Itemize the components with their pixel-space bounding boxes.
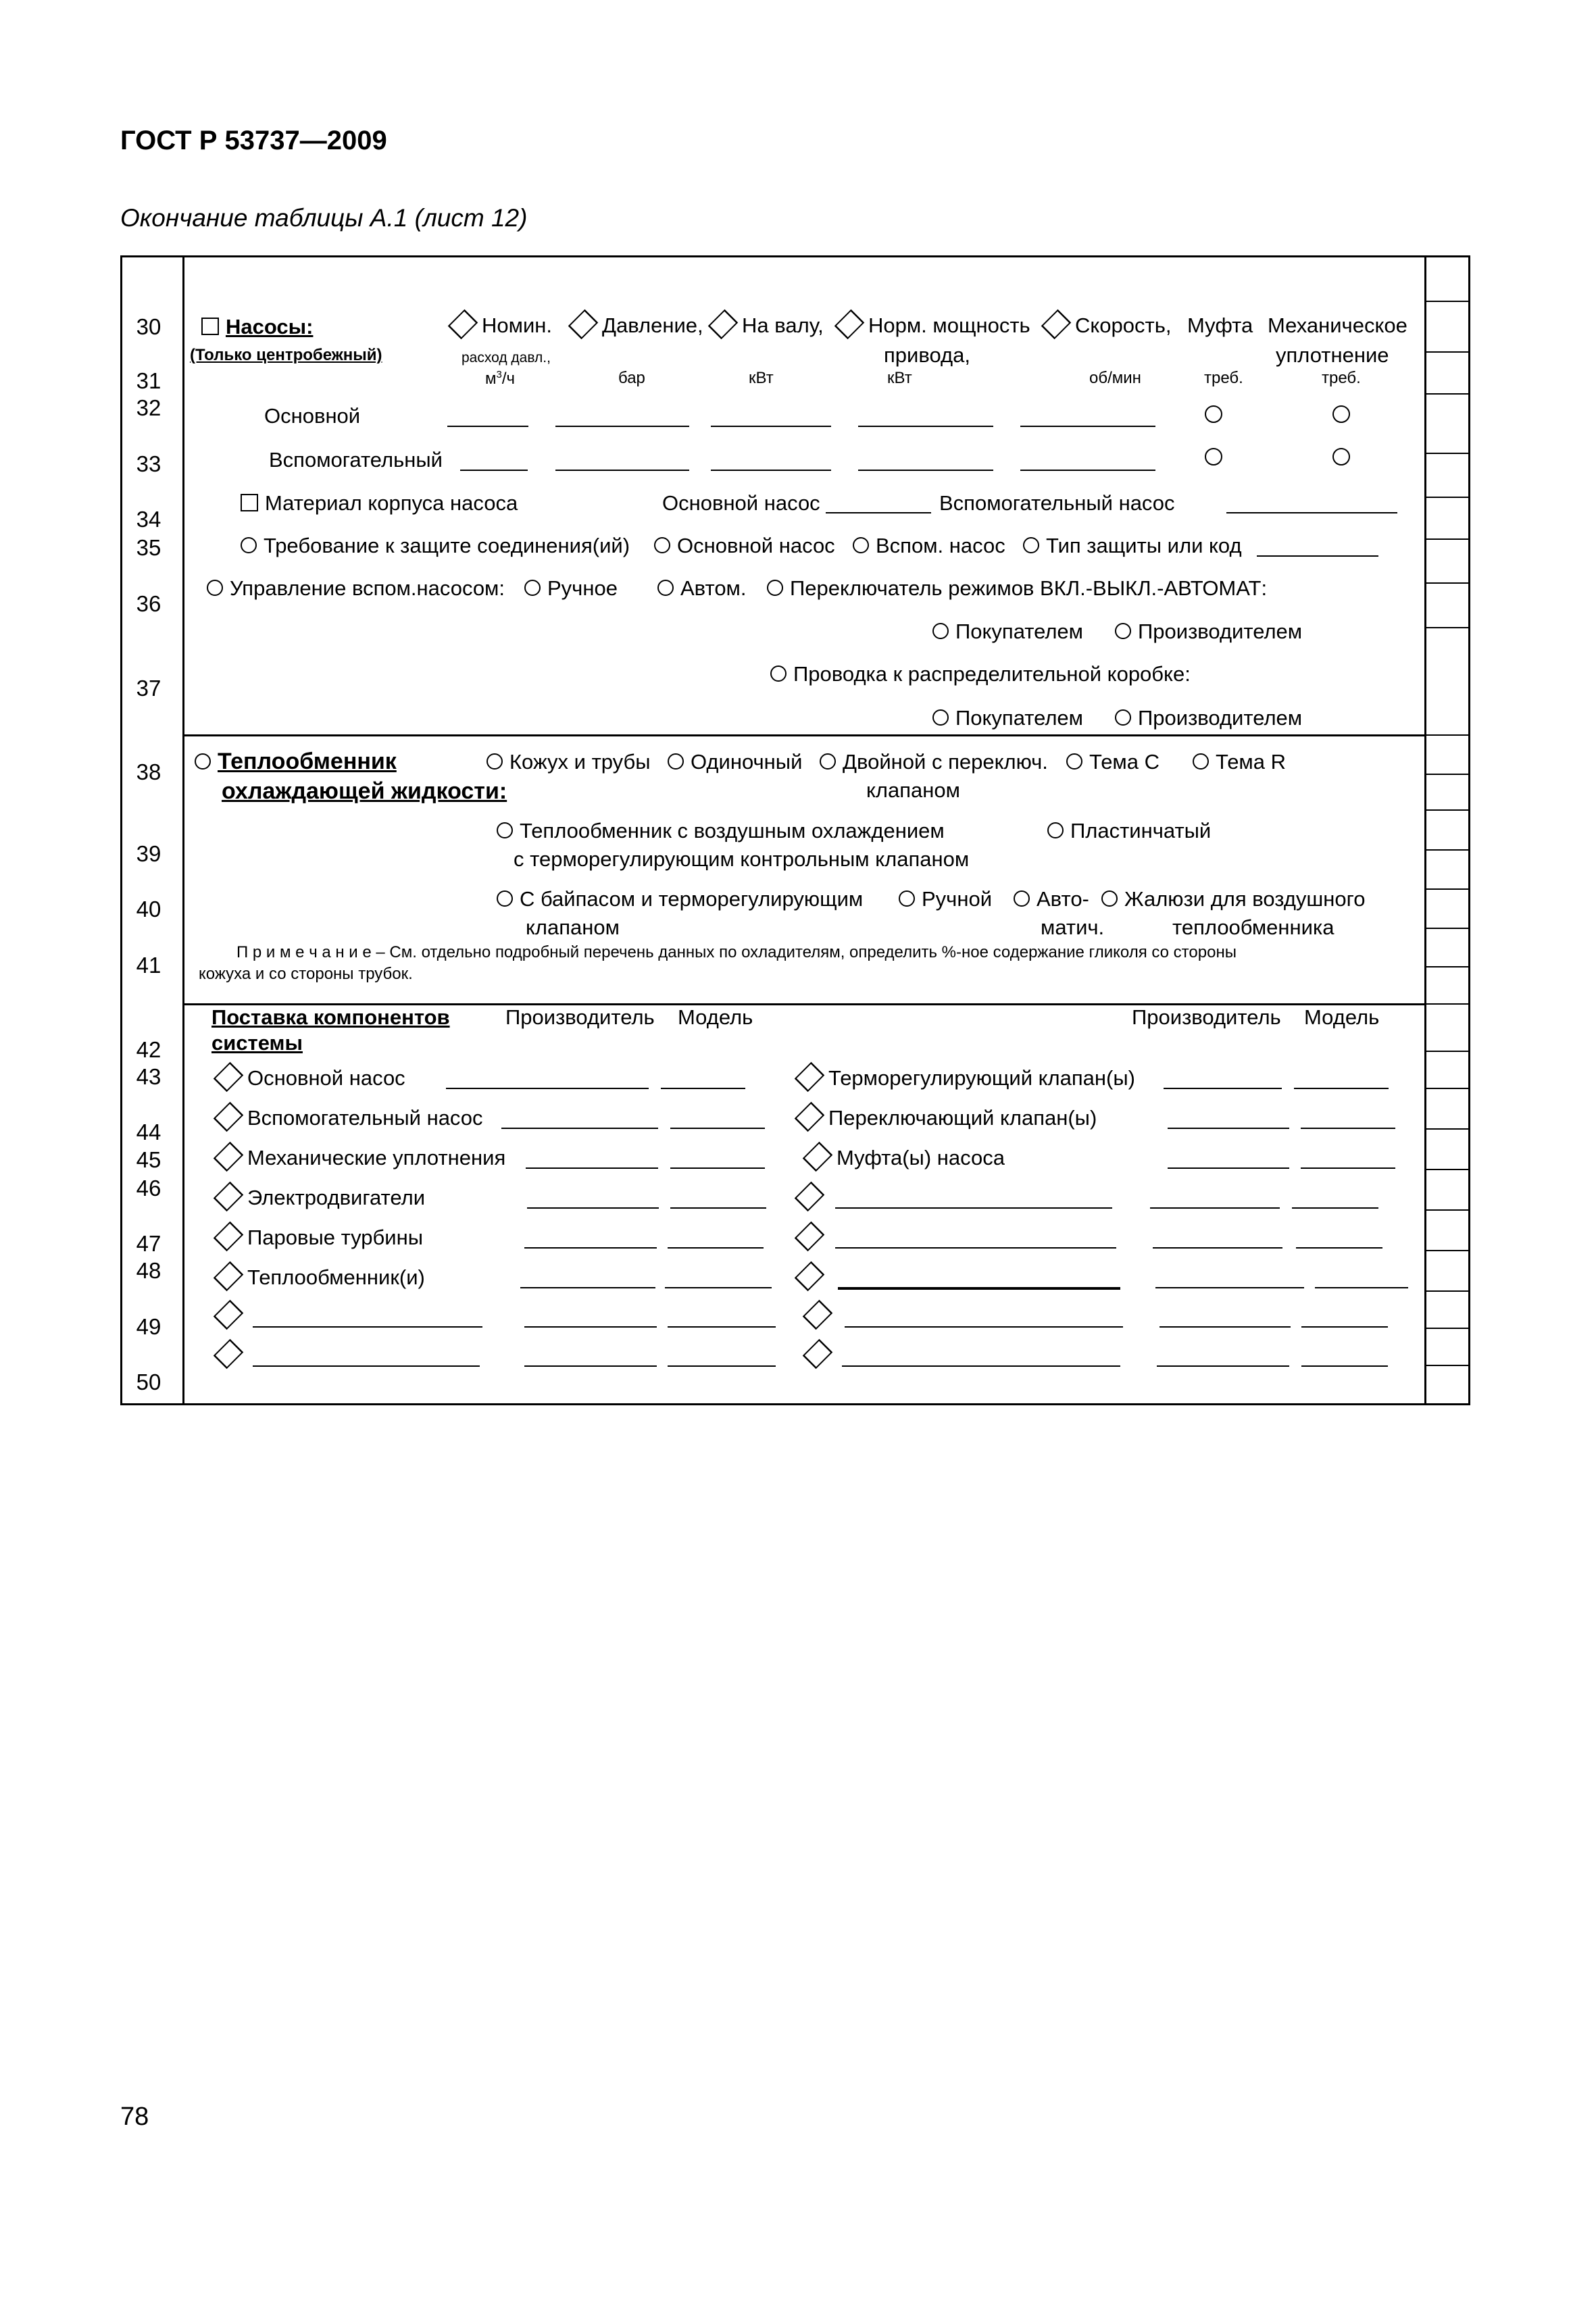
supply-item-exchangers: Теплообменник(и): [215, 1265, 425, 1290]
field-model[interactable]: [670, 1128, 765, 1129]
row-number: 32: [136, 395, 161, 420]
row-number: 42: [136, 1037, 161, 1062]
diamond-icon: [803, 1300, 833, 1330]
row-aux-pump: Вспомогательный: [269, 448, 443, 472]
row-number: 40: [136, 897, 161, 922]
supply-heading: Поставка компонентов: [211, 1005, 450, 1029]
supply-item-blank: [804, 1343, 837, 1367]
wiring-option[interactable]: Проводка к распределительной коробке:: [770, 662, 1191, 686]
field-protection-type[interactable]: [1257, 555, 1378, 557]
field-pressure-main[interactable]: [555, 426, 689, 427]
radio-icon[interactable]: [1066, 753, 1082, 770]
field-maker[interactable]: [1157, 1365, 1289, 1367]
field-model[interactable]: [1301, 1128, 1395, 1129]
row-number: 41: [136, 953, 161, 978]
field-maker[interactable]: [1168, 1167, 1289, 1169]
col-coupling: Муфта: [1187, 313, 1253, 337]
field-maker[interactable]: [501, 1128, 658, 1129]
diamond-icon: [448, 309, 478, 340]
he-shell-tube-option[interactable]: Кожух и трубы: [487, 750, 651, 774]
diamond-icon: [795, 1102, 825, 1132]
protection-type-option[interactable]: Тип защиты или код: [1023, 534, 1242, 558]
radio-icon[interactable]: [497, 890, 513, 907]
field-maker[interactable]: [526, 1167, 658, 1169]
radio-icon[interactable]: [1193, 753, 1209, 770]
diamond-icon: [803, 1142, 833, 1172]
row-number: 43: [136, 1064, 161, 1089]
material-aux-label: Вспомогательный насос: [939, 491, 1175, 515]
protection-option[interactable]: Требование к защите соединения(ий): [241, 534, 630, 558]
radio-icon[interactable]: [853, 537, 869, 553]
field-item-name[interactable]: [845, 1326, 1123, 1328]
field-maker[interactable]: [1168, 1128, 1289, 1129]
field-maker[interactable]: [1150, 1207, 1280, 1209]
field-model[interactable]: [668, 1365, 776, 1367]
radio-icon[interactable]: [770, 665, 787, 682]
radio-icon[interactable]: [932, 623, 949, 639]
diamond-icon: [795, 1261, 825, 1292]
protection-aux-option[interactable]: Вспом. насос: [853, 534, 1005, 558]
field-maker[interactable]: [524, 1247, 657, 1249]
supply-item-blank: [215, 1304, 247, 1328]
supply-col-model-left: Модель: [678, 1005, 753, 1029]
radio-icon[interactable]: [1115, 623, 1131, 639]
radio-seal-aux[interactable]: [1332, 448, 1350, 466]
he-auto-option[interactable]: Авто-: [1014, 887, 1089, 911]
col-shaft: На валу,: [709, 313, 824, 338]
supply-item-blank: [804, 1304, 837, 1328]
radio-coupling-main[interactable]: [1205, 405, 1222, 423]
control-switch-option[interactable]: Переключатель режимов ВКЛ.-ВЫКЛ.-АВТОМАТ:: [767, 576, 1267, 601]
field-item-name[interactable]: [842, 1365, 1120, 1367]
field-model[interactable]: [1301, 1365, 1388, 1367]
row-number: 49: [136, 1314, 161, 1339]
field-pressure-aux[interactable]: [555, 470, 689, 471]
diamond-icon: [214, 1300, 244, 1330]
field-nominal-aux[interactable]: [460, 470, 528, 471]
radio-icon[interactable]: [487, 753, 503, 770]
col-pressure: Давление,: [570, 313, 703, 338]
diamond-icon: [795, 1182, 825, 1212]
field-power-aux[interactable]: [858, 470, 993, 471]
control-auto-option[interactable]: Автом.: [657, 576, 746, 601]
radio-icon[interactable]: [195, 753, 211, 770]
col-nominal: Номин.: [449, 313, 552, 338]
diamond-icon: [214, 1142, 244, 1172]
supply-col-model-right: Модель: [1304, 1005, 1380, 1029]
diamond-icon: [214, 1339, 244, 1369]
supply-heading-2: системы: [211, 1031, 303, 1055]
control-option[interactable]: Управление вспом.насосом:: [207, 576, 505, 601]
field-model[interactable]: [1294, 1088, 1389, 1089]
field-material-aux[interactable]: [1226, 512, 1397, 513]
radio-icon[interactable]: [1047, 822, 1064, 838]
radio-coupling-aux[interactable]: [1205, 448, 1222, 466]
supply-item-switch-valve: Переключающий клапан(ы): [796, 1106, 1097, 1130]
he-bypass-option[interactable]: С байпасом и терморегулирующим: [497, 887, 863, 911]
radio-icon[interactable]: [767, 580, 783, 596]
field-model[interactable]: [661, 1088, 745, 1089]
row-number: 37: [136, 676, 161, 701]
row-number: 47: [136, 1231, 161, 1256]
row-number: 33: [136, 451, 161, 476]
row-number: 48: [136, 1258, 161, 1283]
he-manual-option[interactable]: Ручной: [899, 887, 992, 911]
he-double-option[interactable]: Двойной с переключ.: [820, 750, 1048, 774]
page-number: 78: [120, 2103, 149, 2131]
field-model[interactable]: [670, 1207, 766, 1209]
field-shaft-aux[interactable]: [711, 470, 831, 471]
switch-by-maker[interactable]: Производителем: [1115, 620, 1302, 644]
diamond-icon: [1041, 309, 1072, 340]
supply-item-blank: [796, 1226, 828, 1250]
row-main-pump: Основной: [264, 404, 361, 428]
supply-item-blank: [796, 1186, 828, 1210]
he-tema-c-option[interactable]: Тема С: [1066, 750, 1159, 774]
supply-item-coupling: Муфта(ы) насоса: [804, 1146, 1005, 1170]
radio-icon[interactable]: [820, 753, 836, 770]
he-tema-r-option[interactable]: Тема R: [1193, 750, 1286, 774]
diamond-icon: [214, 1182, 244, 1212]
field-nominal-main[interactable]: [447, 426, 528, 427]
section-divider: [182, 734, 1426, 736]
field-item-name[interactable]: [253, 1365, 480, 1367]
row-number: 44: [136, 1120, 161, 1145]
number-column-divider: [182, 255, 184, 1405]
he-plate-option[interactable]: Пластинчатый: [1047, 819, 1211, 843]
he-louvers-option[interactable]: Жалюзи для воздушного: [1101, 887, 1366, 911]
field-model[interactable]: [1292, 1207, 1378, 1209]
field-model[interactable]: [1296, 1247, 1382, 1249]
row-number: 45: [136, 1147, 161, 1172]
row-number: 38: [136, 759, 161, 784]
field-maker[interactable]: [1164, 1088, 1282, 1089]
field-model[interactable]: [1301, 1167, 1395, 1169]
diamond-icon: [214, 1102, 244, 1132]
col-power: Норм. мощность: [836, 313, 1030, 338]
control-manual-option[interactable]: Ручное: [524, 576, 618, 601]
material-main-label: Основной насос: [662, 491, 820, 515]
he-single-option[interactable]: Одиночный: [668, 750, 802, 774]
diamond-icon: [214, 1261, 244, 1292]
field-item-name[interactable]: [835, 1207, 1112, 1209]
field-item-name[interactable]: [253, 1326, 482, 1328]
field-model[interactable]: [668, 1326, 776, 1328]
field-maker[interactable]: [1153, 1247, 1282, 1249]
radio-seal-main[interactable]: [1332, 405, 1350, 423]
field-maker[interactable]: [446, 1088, 649, 1089]
supply-item-blank: [796, 1265, 828, 1290]
radio-icon[interactable]: [1014, 890, 1030, 907]
field-model[interactable]: [670, 1167, 765, 1169]
col-speed: Скорость,: [1043, 313, 1171, 338]
supply-item-thermo-valve: Терморегулирующий клапан(ы): [796, 1066, 1135, 1090]
row-number: 50: [136, 1369, 161, 1394]
field-power-main[interactable]: [858, 426, 993, 427]
field-speed-main[interactable]: [1020, 426, 1155, 427]
checkbox-icon[interactable]: [201, 318, 219, 335]
radio-icon[interactable]: [899, 890, 915, 907]
radio-icon[interactable]: [1023, 537, 1039, 553]
field-item-name[interactable]: [835, 1247, 1116, 1249]
diamond-icon: [834, 309, 865, 340]
row-number: 34: [136, 507, 161, 532]
row-number: 31: [136, 368, 161, 393]
pumps-heading[interactable]: Насосы:: [201, 315, 313, 339]
row-number: 36: [136, 591, 161, 616]
standard-number: ГОСТ Р 53737—2009: [120, 126, 387, 155]
field-model[interactable]: [1315, 1287, 1408, 1288]
radio-icon[interactable]: [497, 822, 513, 838]
diamond-icon: [803, 1339, 833, 1369]
supply-item-blank: [215, 1343, 247, 1367]
material-checkbox[interactable]: Материал корпуса насоса: [241, 491, 518, 515]
field-model[interactable]: [668, 1247, 764, 1249]
heat-exchanger-heading[interactable]: Теплообменник: [195, 749, 397, 775]
diamond-icon: [795, 1222, 825, 1252]
radio-icon[interactable]: [524, 580, 541, 596]
he-air-option[interactable]: Теплообменник с воздушным охлаждением: [497, 819, 945, 843]
wiring-by-buyer[interactable]: Покупателем: [932, 706, 1083, 730]
field-material-main[interactable]: [826, 512, 931, 513]
switch-by-buyer[interactable]: Покупателем: [932, 620, 1083, 644]
field-maker[interactable]: [1155, 1287, 1304, 1288]
supply-col-maker-right: Производитель: [1132, 1005, 1281, 1029]
wiring-by-maker[interactable]: Производителем: [1115, 706, 1302, 730]
supply-item-aux-pump: Вспомогательный насос: [215, 1106, 483, 1130]
row-number: 30: [136, 314, 161, 339]
heat-exchanger-heading-2: охлаждающей жидкости:: [222, 778, 507, 804]
radio-icon[interactable]: [654, 537, 670, 553]
pumps-subtitle: (Только центробежный): [190, 346, 382, 364]
radio-icon[interactable]: [207, 580, 223, 596]
supply-item-seals: Механические уплотнения: [215, 1146, 505, 1170]
supply-item-motors: Электродвигатели: [215, 1186, 425, 1210]
radio-icon[interactable]: [241, 537, 257, 553]
field-model[interactable]: [665, 1287, 772, 1288]
field-maker[interactable]: [524, 1365, 657, 1367]
radio-icon[interactable]: [1115, 709, 1131, 726]
radio-icon[interactable]: [668, 753, 684, 770]
supply-item-turbines: Паровые турбины: [215, 1226, 423, 1250]
side-column-divider: [1424, 255, 1426, 1405]
note-line-1: П р и м е ч а н и е – См. отдельно подробный перечень данных по охладителям, определить %-ное содержание гликоля со стороны: [236, 943, 1237, 961]
diamond-icon: [214, 1222, 244, 1252]
field-shaft-main[interactable]: [711, 426, 831, 427]
diamond-icon: [795, 1062, 825, 1092]
supply-col-maker-left: Производитель: [505, 1005, 655, 1029]
field-model[interactable]: [1301, 1326, 1388, 1328]
note-line-2: кожуха и со стороны трубок.: [199, 965, 413, 983]
diamond-icon: [708, 309, 739, 340]
field-item-name[interactable]: [838, 1287, 1120, 1290]
checkbox-icon[interactable]: [241, 494, 258, 511]
col-seal: Механическое: [1268, 313, 1407, 337]
field-maker[interactable]: [1159, 1326, 1291, 1328]
field-speed-aux[interactable]: [1020, 470, 1155, 471]
row-number: 39: [136, 841, 161, 866]
protection-main-option[interactable]: Основной насос: [654, 534, 835, 558]
row-number: 35: [136, 535, 161, 560]
table-caption: Окончание таблицы А.1 (лист 12): [120, 204, 528, 232]
radio-icon[interactable]: [932, 709, 949, 726]
field-maker[interactable]: [527, 1207, 659, 1209]
diamond-icon: [214, 1062, 244, 1092]
radio-icon[interactable]: [1101, 890, 1118, 907]
row-number: 46: [136, 1176, 161, 1201]
field-maker[interactable]: [520, 1287, 655, 1288]
supply-item-main-pump: Основной насос: [215, 1066, 405, 1090]
field-maker[interactable]: [524, 1326, 657, 1328]
radio-icon[interactable]: [657, 580, 674, 596]
diamond-icon: [568, 309, 599, 340]
